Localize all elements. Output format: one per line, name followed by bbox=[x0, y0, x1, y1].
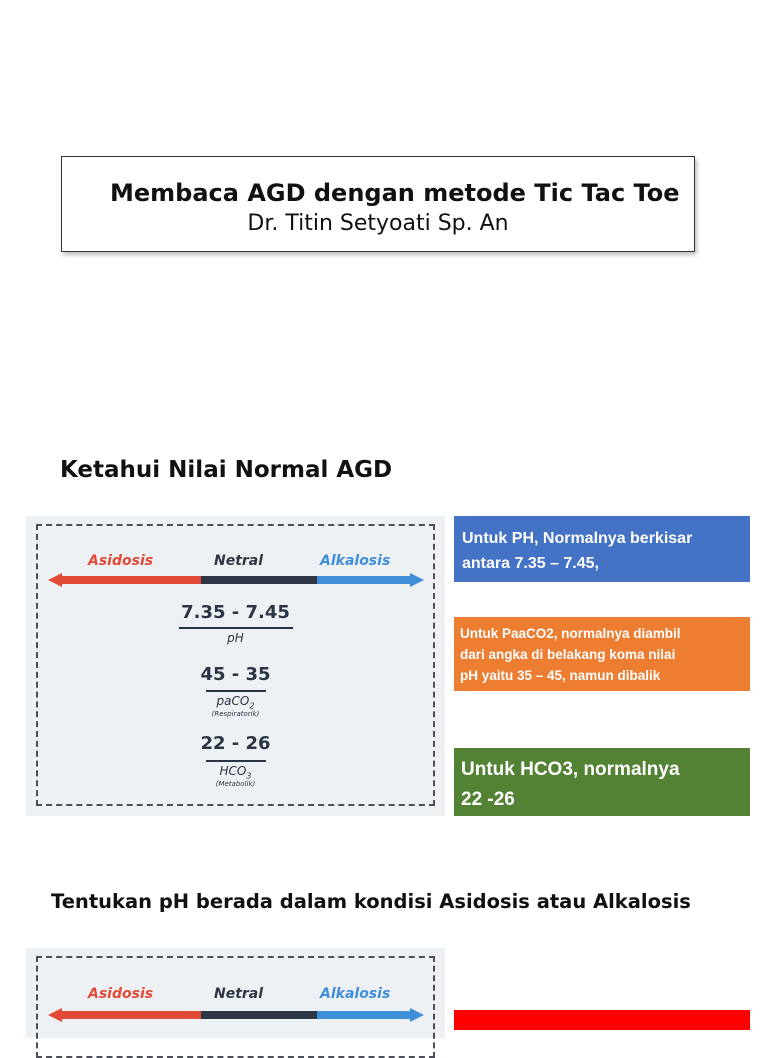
arrow-segment-asidosis bbox=[58, 576, 201, 584]
label-asidosis: Asidosis bbox=[88, 553, 154, 569]
label-netral: Netral bbox=[214, 553, 264, 569]
arrow-2-head-left-icon bbox=[48, 1008, 62, 1022]
figure-2-dashed-border bbox=[36, 956, 435, 1058]
note-paco2 bbox=[454, 617, 750, 691]
acid-base-figure bbox=[26, 516, 445, 816]
paco2-note: (Respiratorik) bbox=[211, 710, 260, 718]
note-paco2-line-2: dari angka di belakang koma nilai bbox=[460, 647, 676, 662]
note-paco2-line-3: pH yaitu 35 – 45, namun dibalik bbox=[460, 668, 661, 683]
label-netral-2: Netral bbox=[214, 986, 264, 1002]
arrow-segment-netral bbox=[201, 576, 317, 584]
label-asidosis-2: Asidosis bbox=[88, 986, 154, 1002]
acid-base-figure-2 bbox=[26, 948, 445, 1038]
acid-base-arrow-2 bbox=[48, 1008, 424, 1022]
section-heading-determine-ph: Tentukan pH berada dalam kondisi Asidosis atau Alkalosis bbox=[51, 890, 691, 913]
paco2-label: paCO$_2$ bbox=[216, 694, 255, 711]
note-hco3-line-2: 22 -26 bbox=[461, 789, 515, 810]
label-alkalosis: Alkalosis bbox=[320, 553, 391, 569]
label-alkalosis-2: Alkalosis bbox=[320, 986, 391, 1002]
note-hco3 bbox=[454, 748, 750, 816]
acid-base-arrow bbox=[48, 573, 424, 587]
hco3-label: $HCO_3$ bbox=[219, 764, 252, 781]
paco2-fraction-line bbox=[206, 690, 266, 692]
arrow-2-head-right-icon bbox=[410, 1008, 424, 1022]
note-ph bbox=[454, 516, 750, 582]
hco3-range: 22 - 26 bbox=[200, 733, 271, 754]
arrow-head-left-icon bbox=[48, 573, 62, 587]
arrow-2-segment-netral bbox=[201, 1011, 317, 1019]
note-paco2-line-1: Untuk PaaCO2, normalnya diambil bbox=[460, 626, 681, 641]
paco2-range: 45 - 35 bbox=[200, 664, 271, 685]
title-box bbox=[61, 156, 695, 252]
note-red-box bbox=[454, 1010, 750, 1030]
slide-author: Dr. Titin Setyoati Sp. An bbox=[247, 211, 509, 236]
note-hco3-line-1: Untuk HCO3, normalnya bbox=[461, 759, 680, 780]
arrow-head-right-icon bbox=[410, 573, 424, 587]
hco3-fraction-line bbox=[206, 760, 266, 762]
slide-title: Membaca AGD dengan metode Tic Tac Toe bbox=[110, 179, 680, 207]
arrow-2-segment-alkalosis bbox=[317, 1011, 414, 1019]
hco3-note: (Metabolik) bbox=[215, 780, 256, 788]
ph-range: 7.35 - 7.45 bbox=[181, 602, 290, 623]
ph-label: pH bbox=[227, 631, 244, 645]
note-ph-line-2: antara 7.35 – 7.45, bbox=[462, 555, 599, 572]
section-heading-normal-values: Ketahui Nilai Normal AGD bbox=[60, 457, 393, 483]
arrow-2-segment-asidosis bbox=[58, 1011, 201, 1019]
arrow-segment-alkalosis bbox=[317, 576, 414, 584]
ph-fraction-line bbox=[179, 627, 293, 629]
note-ph-line-1: Untuk PH, Normalnya berkisar bbox=[462, 530, 693, 547]
